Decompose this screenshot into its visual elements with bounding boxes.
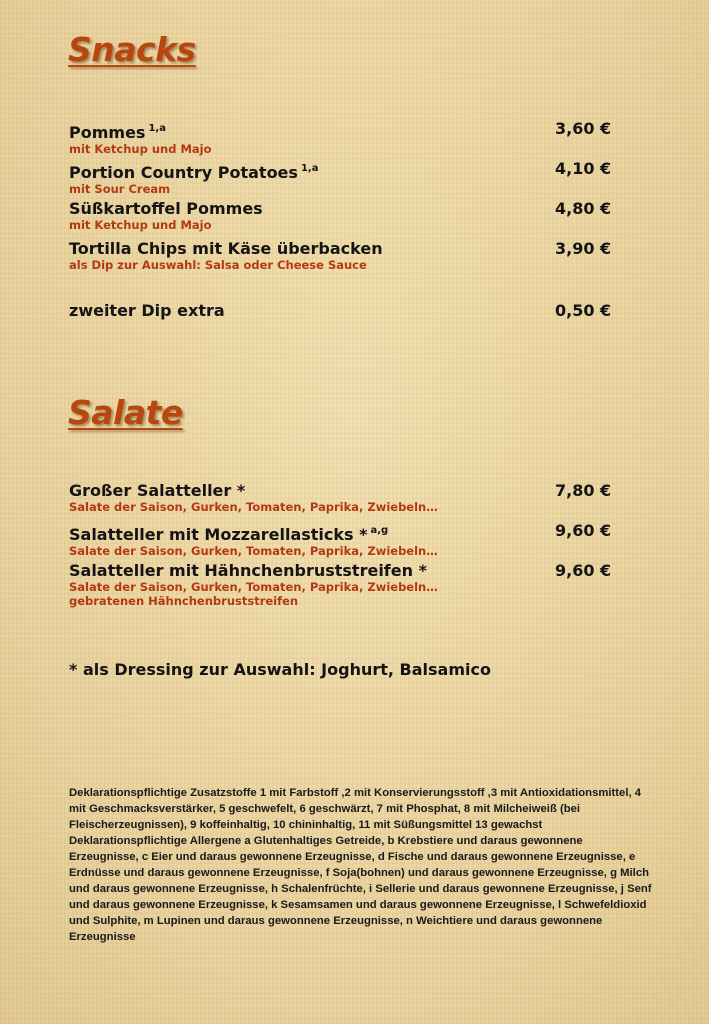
dressing-note: * als Dressing zur Auswahl: Joghurt, Balsamico — [69, 660, 491, 679]
item-price: 4,80 € — [555, 199, 612, 218]
item-price: 3,60 € — [555, 119, 612, 138]
item-price: 4,10 € — [555, 159, 612, 178]
item-description: Salate der Saison, Gurken, Tomaten, Paprika, Zwiebeln… — [69, 580, 438, 594]
menu-item-salatteller-mozzarellasticks — [69, 521, 629, 558]
item-name: Salatteller mit Hähnchenbruststreifen * — [69, 561, 427, 580]
menu-item-tortilla-chips — [69, 239, 629, 272]
item-name: Portion Country Potatoes $^{1,a}$ — [69, 163, 319, 182]
menu-item-country-potatoes — [69, 159, 629, 196]
item-name: Süßkartoffel Pommes — [69, 199, 263, 218]
item-price: 0,50 € — [555, 301, 612, 320]
item-price: 9,60 € — [555, 561, 612, 580]
item-description: mit Ketchup und Majo — [69, 218, 212, 232]
item-description: Salate der Saison, Gurken, Tomaten, Paprika, Zwiebeln… — [69, 544, 438, 558]
item-description: mit Ketchup und Majo — [69, 142, 212, 156]
menu-item-suesskartoffel-pommes — [69, 199, 629, 232]
item-name: Salatteller mit Mozzarellasticks * $^{a,g}$ — [69, 525, 389, 544]
declarations-footer — [69, 785, 654, 945]
salate-title: Salate — [68, 393, 183, 432]
item-description: mit Sour Cream — [69, 182, 171, 196]
item-name: Tortilla Chips mit Käse überbacken — [69, 239, 383, 258]
menu-item-salatteller-haehnchen — [69, 561, 629, 608]
item-price: 3,90 € — [555, 239, 612, 258]
item-price: 7,80 € — [555, 481, 612, 500]
menu-item-pommes — [69, 119, 629, 156]
menu-item-grosser-salatteller — [69, 481, 629, 514]
menu-item-zweiter-dip — [69, 301, 629, 320]
item-description-line-2: gebratenen Hähnchenbruststreifen — [69, 594, 299, 608]
item-name: Pommes $^{1,a}$ — [69, 123, 166, 142]
item-name: Großer Salatteller * — [69, 481, 246, 500]
item-description: Salate der Saison, Gurken, Tomaten, Paprika, Zwiebeln… — [69, 500, 438, 514]
zusatzstoffe-text: Deklarationspflichtige Zusatzstoffe 1 mit Farbstoff ,2 mit Konservierungsstoff ,3 mit Antioxidationsmittel, 4 mit Geschmacksverstärker, 5 geschwefelt, 6 geschwärzt, 7 mit Phosphat, 8 mit Milcheiweiß (bei Fleischerzeugnissen), 9 koffeinhaltig, 10 chininhaltig, 11 mit Süßungsmittel 13 gewachst — [69, 787, 642, 831]
snacks-title: Snacks — [68, 30, 196, 69]
allergen-code: 1,a — [300, 163, 319, 174]
allergen-code: a,g — [370, 525, 389, 536]
allergen-code: 1,a — [148, 123, 166, 134]
allergene-text: Deklarationspflichtige Allergene a Glutenhaltiges Getreide, b Krebstiere und daraus gewonnene Erzeugnisse, c Eier und daraus gewonnene Erzeugnisse, d Fische und daraus gewonnene Erzeugnisse, e Erdnüsse und daraus gewonnene Erzeugnisse, f Soja(bohnen) und daraus gewonnene Erzeugnisse, g Milch und daraus gewonnene Erzeugnisse, h Schalenfrüchte, i Sellerie und daraus gewonnene Erzeugnisse, j Senf und daraus gewonnene Erzeugnisse, k Sesamsamen und daraus gewonnene Erzeugnisse, l Schwefeldioxid und Sulphite, m Lupinen und daraus gewonnene Erzeugnisse, n Weichtiere und daraus gewonnene Erzeugnisse — [69, 835, 652, 943]
item-description: als Dip zur Auswahl: Salsa oder Cheese Sauce — [69, 258, 367, 272]
item-name: zweiter Dip extra — [69, 301, 225, 320]
item-price: 9,60 € — [555, 521, 612, 540]
